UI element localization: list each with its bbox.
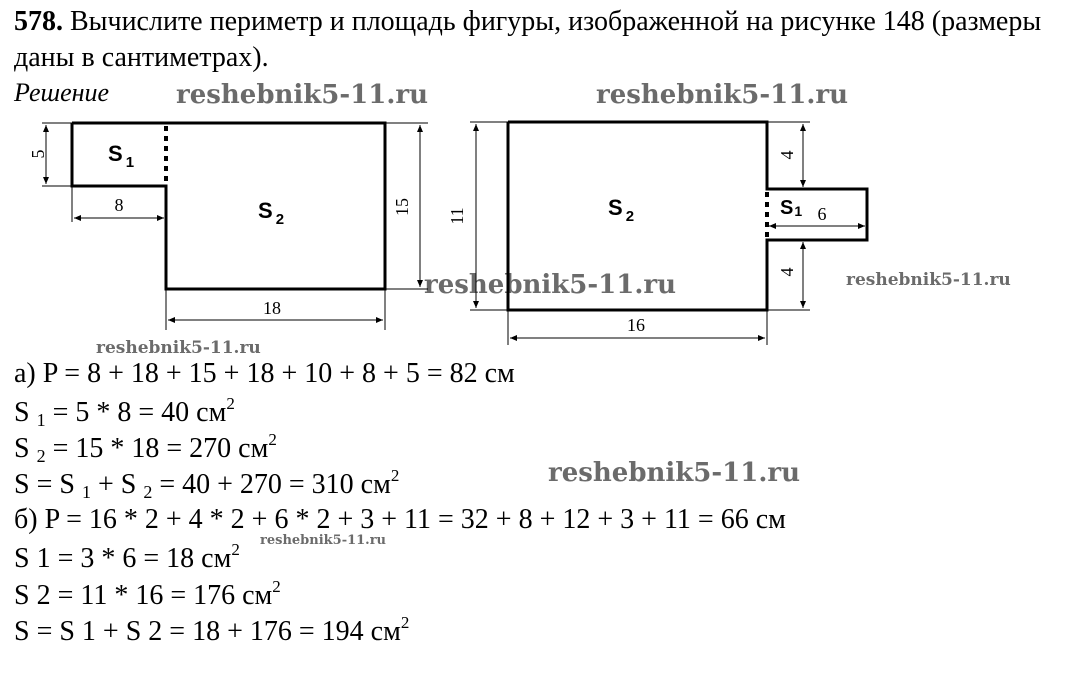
problem-text: Вычислите периметр и площадь фигуры, изображенной на рисунке 148 (размеры даны в сантиметрах). bbox=[14, 6, 1042, 73]
solution-line-s2-a: S $_2$ = 15 * 18 = 270 $см^2$ bbox=[14, 430, 277, 466]
solution-line-total-b: S = S 1 + S 2 = 18 + 176 = 194 $см^2$ bbox=[14, 613, 410, 647]
watermark: reshebnik5-11.ru bbox=[548, 458, 801, 488]
dim-label-4-bottom: 4 bbox=[777, 267, 797, 277]
dim-label-16: 16 bbox=[627, 315, 645, 335]
solution-line-perimeter-a: а) P = 8 + 18 + 15 + 18 + 10 + 8 + 5 = 82 см bbox=[14, 358, 515, 389]
problem-number: 578. bbox=[14, 6, 63, 37]
watermark: reshebnik5-11.ru bbox=[846, 270, 1011, 290]
dim-label-5: 5 bbox=[28, 149, 48, 159]
watermark: reshebnik5-11.ru bbox=[260, 533, 387, 548]
area-label-b-s2: S $_2$ bbox=[608, 195, 635, 225]
dim-label-18: 18 bbox=[263, 298, 281, 318]
solution-line-s2-b: S 2 = 11 * 16 = 176 $см^2$ bbox=[14, 577, 281, 611]
solution-line-total-a: S = S $_1$ + S $_2$ = 40 + 270 = 310 $см^2$ bbox=[14, 466, 400, 502]
watermark: reshebnik5-11.ru bbox=[424, 270, 677, 300]
area-label-b-s1: S1 bbox=[780, 197, 803, 219]
area-label-s1: S $_1$ bbox=[108, 141, 135, 171]
dim-label-4-top: 4 bbox=[777, 150, 797, 160]
dim-label-6: 6 bbox=[817, 204, 827, 224]
solution-line-s1-b: S 1 = 3 * 6 = 18 $см^2$ bbox=[14, 540, 240, 574]
dim-label-15: 15 bbox=[392, 198, 412, 216]
area-label-s2: S $_2$ bbox=[258, 198, 285, 228]
figure-b-outline bbox=[508, 122, 867, 310]
watermark: reshebnik5-11.ru bbox=[96, 338, 261, 358]
watermark: reshebnik5-11.ru bbox=[596, 80, 849, 110]
solution-line-perimeter-b: б) P = 16 * 2 + 4 * 2 + 6 * 2 + 3 + 11 = 32 + 8 + 12 + 3 + 11 = 66 см bbox=[14, 504, 786, 535]
solution-line-s1-a: S $_1$ = 5 * 8 = 40 $см^2$ bbox=[14, 394, 235, 430]
dim-label-8: 8 bbox=[114, 195, 124, 215]
solution-label: Решение bbox=[14, 78, 110, 107]
watermark: reshebnik5-11.ru bbox=[176, 80, 429, 110]
dim-label-11: 11 bbox=[447, 207, 467, 225]
